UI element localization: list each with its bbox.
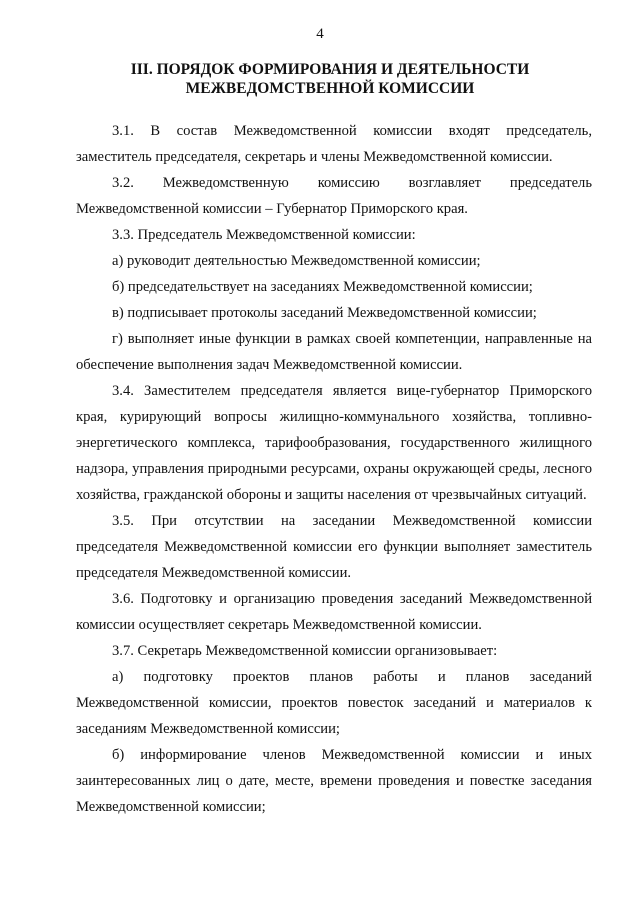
section-heading-line-1: III. ПОРЯДОК ФОРМИРОВАНИЯ И ДЕЯТЕЛЬНОСТИ	[130, 61, 530, 78]
paragraph-3-6: 3.6. Подготовку и организацию проведения заседаний Межведомственной комиссии осуществляет секретарь Межведомственной комиссии.	[76, 591, 592, 633]
paragraph-3-7-a: а) подготовку проектов планов работы и планов заседаний Межведомственной комиссии, проектов повесток заседаний и материалов к заседаниям Межведомственной комиссии;	[76, 669, 592, 737]
section-heading	[60, 60, 600, 98]
document-body	[76, 118, 592, 820]
page-number: 4	[316, 26, 324, 42]
paragraph-3-2: 3.2. Межведомственную комиссию возглавляет председатель Межведомственной комиссии – Губернатор Приморского края.	[76, 175, 592, 217]
paragraph-3-4: 3.4. Заместителем председателя является вице-губернатор Приморского края, курирующий вопросы жилищно-коммунального хозяйства, топливно-энергетического комплекса, тарифообразования, государственного жилищного надзора, управления природными ресурсами, охраны окружающей среды, лесного хозяйства, гражданской обороны и защиты населения от чрезвычайных ситуаций.	[76, 383, 592, 503]
section-heading-line-2: МЕЖВЕДОМСТВЕННОЙ КОМИССИИ	[185, 80, 475, 97]
paragraph-3-3-a: а) руководит деятельностью Межведомственной комиссии;	[112, 253, 481, 269]
paragraph-3-7: 3.7. Секретарь Межведомственной комиссии организовывает:	[112, 643, 498, 659]
paragraph-3-3: 3.3. Председатель Межведомственной комиссии:	[112, 227, 416, 243]
paragraph-3-3-d: г) выполняет иные функции в рамках своей компетенции, направленные на обеспечение выполнения задач Межведомственной комиссии.	[76, 331, 592, 373]
paragraph-3-5: 3.5. При отсутствии на заседании Межведомственной комиссии председателя Межведомственной комиссии его функции выполняет заместитель председателя Межведомственной комиссии.	[76, 513, 592, 581]
paragraph-3-3-b: б) председательствует на заседаниях Межведомственной комиссии;	[112, 279, 533, 295]
paragraph-3-3-c: в) подписывает протоколы заседаний Межведомственной комиссии;	[112, 305, 537, 321]
paragraph-3-7-b: б) информирование членов Межведомственной комиссии и иных заинтересованных лиц о дате, месте, времени проведения и повестке заседания Межведомственной комиссии;	[76, 747, 592, 815]
paragraph-3-1: 3.1. В состав Межведомственной комиссии входят председатель, заместитель председателя, секретарь и члены Межведомственной комиссии.	[76, 123, 592, 165]
